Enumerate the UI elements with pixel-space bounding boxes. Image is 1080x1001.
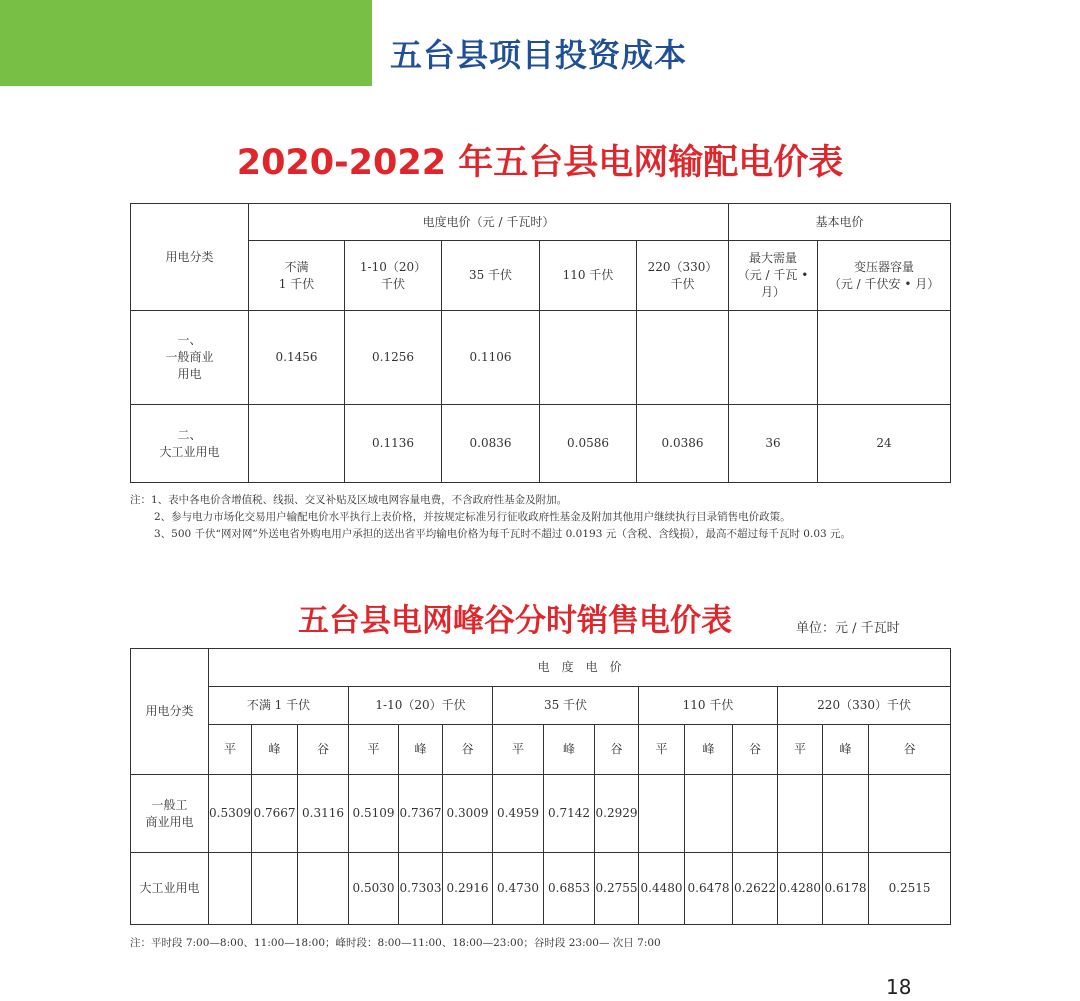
price-cell: 0.1456: [249, 311, 345, 405]
row-category: 二、 大工业用电: [131, 405, 249, 483]
table-row: [131, 405, 951, 483]
voltage-header: 110 千伏: [639, 687, 778, 725]
price-cell: 24: [818, 405, 951, 483]
price-cell: 0.2755: [595, 853, 639, 925]
period-header: 平: [209, 725, 252, 775]
price-cell: 0.0836: [442, 405, 540, 483]
note-line: 2、参与电力市场化交易用户输配电价水平执行上表价格，并按规定标准另行征收政府性基金及附加其他用户继续执行目录销售电价政策。: [154, 511, 791, 523]
price-cell: 0.2916: [443, 853, 493, 925]
price-cell: [778, 775, 823, 853]
row-category: 一、 一般商业 用电: [131, 311, 249, 405]
period-header: 平: [493, 725, 544, 775]
note-line: 注：1、表中各电价含增值税、线损、交叉补贴及区域电网容量电费，不含政府性基金及附加。: [130, 494, 568, 506]
period-header: 平: [639, 725, 685, 775]
price-cell: 0.2622: [733, 853, 778, 925]
transmission-price-table: [130, 203, 951, 483]
period-header: 谷: [443, 725, 493, 775]
table2-note: 注：平时段 7:00—8:00、11:00—18:00；峰时段：8:00—11:00、18:00—23:00；谷时段 23:00— 次日 7:00: [130, 937, 661, 949]
period-header: 峰: [685, 725, 733, 775]
price-cell: 0.0386: [637, 405, 729, 483]
table2-unit: 单位：元 / 千瓦时: [796, 621, 900, 636]
price-cell: [869, 775, 951, 853]
price-cell: 0.1106: [442, 311, 540, 405]
period-header: 平: [349, 725, 399, 775]
price-cell: 0.4730: [493, 853, 544, 925]
price-cell: [685, 775, 733, 853]
price-cell: [540, 311, 637, 405]
voltage-header: 1-10（20）千伏: [349, 687, 493, 725]
voltage-header: 35 千伏: [442, 241, 540, 311]
price-cell: [298, 853, 349, 925]
price-cell: 0.7142: [544, 775, 595, 853]
energy-price-header: 电 度 电 价: [209, 649, 951, 687]
price-cell: 0.5309: [209, 775, 252, 853]
price-cell: 0.1136: [345, 405, 442, 483]
price-cell: 0.6178: [823, 853, 869, 925]
table-row: [131, 311, 951, 405]
price-cell: 0.2929: [595, 775, 639, 853]
price-cell: 0.7667: [252, 775, 298, 853]
price-cell: [823, 775, 869, 853]
period-header: 平: [778, 725, 823, 775]
energy-price-header: 电度电价（元 / 千瓦时）: [249, 204, 729, 241]
row-category: 大工业用电: [131, 853, 209, 925]
price-cell: 0.0586: [540, 405, 637, 483]
price-cell: 0.2515: [869, 853, 951, 925]
period-header: 峰: [252, 725, 298, 775]
price-cell: 0.3116: [298, 775, 349, 853]
price-cell: 36: [729, 405, 818, 483]
category-header: 用电分类: [131, 204, 249, 311]
period-header: 谷: [595, 725, 639, 775]
basic-price-header: 基本电价: [729, 204, 951, 241]
price-cell: 0.4480: [639, 853, 685, 925]
price-cell: 0.6853: [544, 853, 595, 925]
voltage-header: 1-10（20） 千伏: [345, 241, 442, 311]
price-cell: 0.6478: [685, 853, 733, 925]
price-cell: 0.5030: [349, 853, 399, 925]
period-header: 峰: [544, 725, 595, 775]
price-cell: 0.3009: [443, 775, 493, 853]
transformer-capacity-header: 变压器容量 （元 / 千伏安 • 月）: [818, 241, 951, 311]
price-cell: [209, 853, 252, 925]
period-header: 峰: [823, 725, 869, 775]
note-line: 3、500 千伏“网对网”外送电省外购电用户承担的送出省平均输电价格为每千瓦时不超过 0.0193 元（含税、含线损），最高不超过每千瓦时 0.03 元。: [154, 528, 852, 540]
price-cell: [818, 311, 951, 405]
price-cell: 0.5109: [349, 775, 399, 853]
voltage-header: 110 千伏: [540, 241, 637, 311]
table-row: [131, 775, 951, 853]
page-header-title: 五台县项目投资成本: [390, 36, 688, 74]
time-of-use-price-table: [130, 648, 951, 925]
price-cell: [252, 853, 298, 925]
table-row: [131, 853, 951, 925]
price-cell: 0.4280: [778, 853, 823, 925]
voltage-header: 不满 1 千伏: [249, 241, 345, 311]
voltage-header: 220（330） 千伏: [637, 241, 729, 311]
price-cell: [639, 775, 685, 853]
price-cell: [637, 311, 729, 405]
voltage-header: 35 千伏: [493, 687, 639, 725]
voltage-header: 220（330）千伏: [778, 687, 951, 725]
price-cell: [729, 311, 818, 405]
category-header: 用电分类: [131, 649, 209, 775]
table1-notes: [130, 492, 960, 543]
period-header: 谷: [869, 725, 951, 775]
price-cell: 0.7303: [399, 853, 443, 925]
price-cell: [249, 405, 345, 483]
price-cell: 0.7367: [399, 775, 443, 853]
price-cell: 0.4959: [493, 775, 544, 853]
table2-title: 五台县电网峰谷分时销售电价表: [298, 603, 732, 639]
price-cell: 0.1256: [345, 311, 442, 405]
table1-title: 2020-2022 年五台县电网输配电价表: [236, 143, 844, 183]
price-cell: [733, 775, 778, 853]
period-header: 谷: [298, 725, 349, 775]
header-green-bar: [0, 0, 372, 86]
voltage-header: 不满 1 千伏: [209, 687, 349, 725]
period-header: 谷: [733, 725, 778, 775]
max-demand-header: 最大需量 （元 / 千瓦 • 月）: [729, 241, 818, 311]
row-category: 一般工 商业用电: [131, 775, 209, 853]
page-number: 18: [886, 975, 912, 999]
period-header: 峰: [399, 725, 443, 775]
